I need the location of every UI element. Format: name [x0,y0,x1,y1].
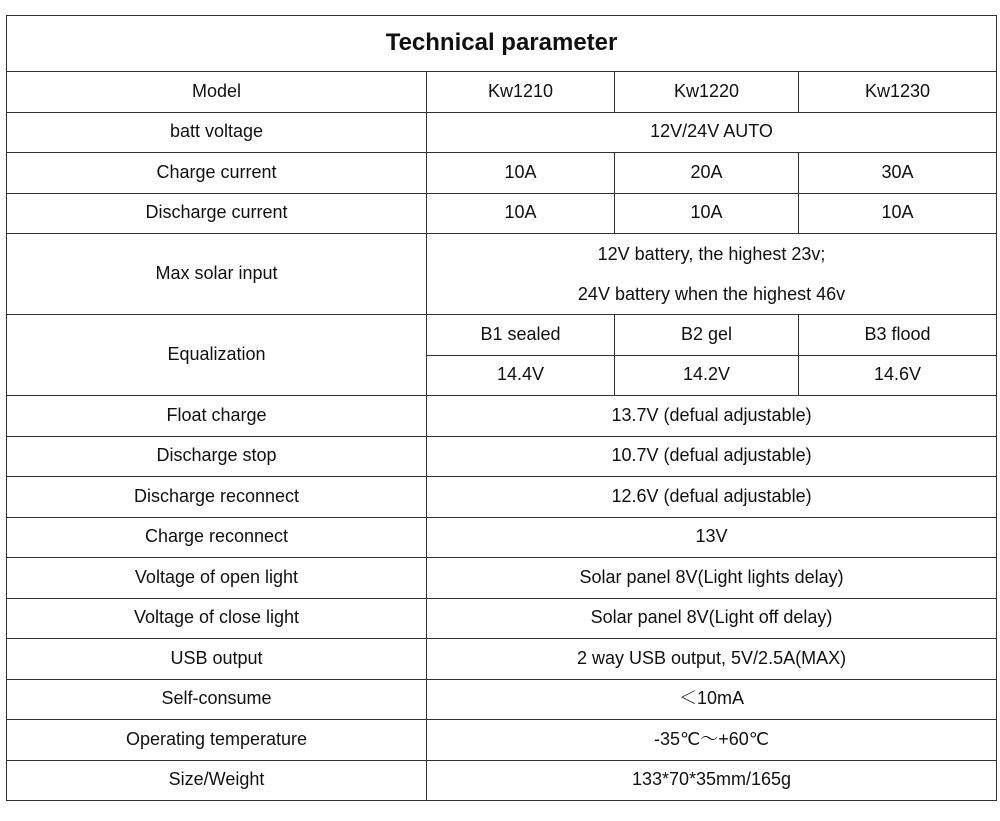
charge-reconnect-value: 13V [427,517,997,558]
discharge-current-kw1210: 10A [427,193,615,234]
max-solar-input-row [7,234,997,315]
size-weight-row [7,760,997,801]
title-row [7,16,997,72]
size-weight-label: Size/Weight [7,760,427,801]
close-light-value: Solar panel 8V(Light off delay) [427,598,997,639]
open-light-value: Solar panel 8V(Light lights delay) [427,558,997,599]
self-consume-value: ＜10mA [427,679,997,720]
model-kw1220: Kw1220 [615,72,799,113]
model-kw1210: Kw1210 [427,72,615,113]
model-row [7,72,997,113]
open-light-label: Voltage of open light [7,558,427,599]
size-weight-value: 133*70*35mm/165g [427,760,997,801]
charge-current-kw1210: 10A [427,153,615,194]
max-solar-input-value [427,234,997,315]
close-light-row [7,598,997,639]
equalization-type-b1: B1 sealed [427,315,615,356]
batt-voltage-row [7,112,997,153]
operating-temperature-label: Operating temperature [7,720,427,761]
discharge-current-row [7,193,997,234]
operating-temperature-value: -35℃～+60℃ [427,720,997,761]
float-charge-value: 13.7V (defual adjustable) [427,396,997,437]
discharge-stop-row [7,436,997,477]
charge-current-kw1220: 20A [615,153,799,194]
max-solar-input-line-12v: 12V battery, the highest 23v; [597,244,826,264]
charge-reconnect-row [7,517,997,558]
charge-reconnect-label: Charge reconnect [7,517,427,558]
discharge-reconnect-row [7,477,997,518]
discharge-reconnect-value: 12.6V (defual adjustable) [427,477,997,518]
table-title: Technical parameter [7,16,997,72]
discharge-stop-value: 10.7V (defual adjustable) [427,436,997,477]
max-solar-input-label: Max solar input [7,234,427,315]
usb-output-label: USB output [7,639,427,680]
batt-voltage-label: batt voltage [7,112,427,153]
equalization-value-b3: 14.6V [799,355,997,396]
operating-temperature-row [7,720,997,761]
charge-current-label: Charge current [7,153,427,194]
equalization-value-b2: 14.2V [615,355,799,396]
open-light-row [7,558,997,599]
technical-parameter-table [6,15,997,801]
discharge-stop-label: Discharge stop [7,436,427,477]
usb-output-value: 2 way USB output, 5V/2.5A(MAX) [427,639,997,680]
max-solar-input-line-24v: 24V battery when the highest 46v [577,284,846,304]
discharge-current-kw1230: 10A [799,193,997,234]
equalization-label: Equalization [7,315,427,396]
equalization-types-row [7,315,997,356]
equalization-type-b2: B2 gel [615,315,799,356]
self-consume-row [7,679,997,720]
discharge-current-label: Discharge current [7,193,427,234]
close-light-label: Voltage of close light [7,598,427,639]
batt-voltage-value: 12V/24V AUTO [427,112,997,153]
charge-current-row [7,153,997,194]
self-consume-label: Self-consume [7,679,427,720]
equalization-type-b3: B3 flood [799,315,997,356]
model-kw1230: Kw1230 [799,72,997,113]
equalization-value-b1: 14.4V [427,355,615,396]
usb-output-row [7,639,997,680]
float-charge-row [7,396,997,437]
float-charge-label: Float charge [7,396,427,437]
charge-current-kw1230: 30A [799,153,997,194]
discharge-current-kw1220: 10A [615,193,799,234]
model-label: Model [7,72,427,113]
discharge-reconnect-label: Discharge reconnect [7,477,427,518]
